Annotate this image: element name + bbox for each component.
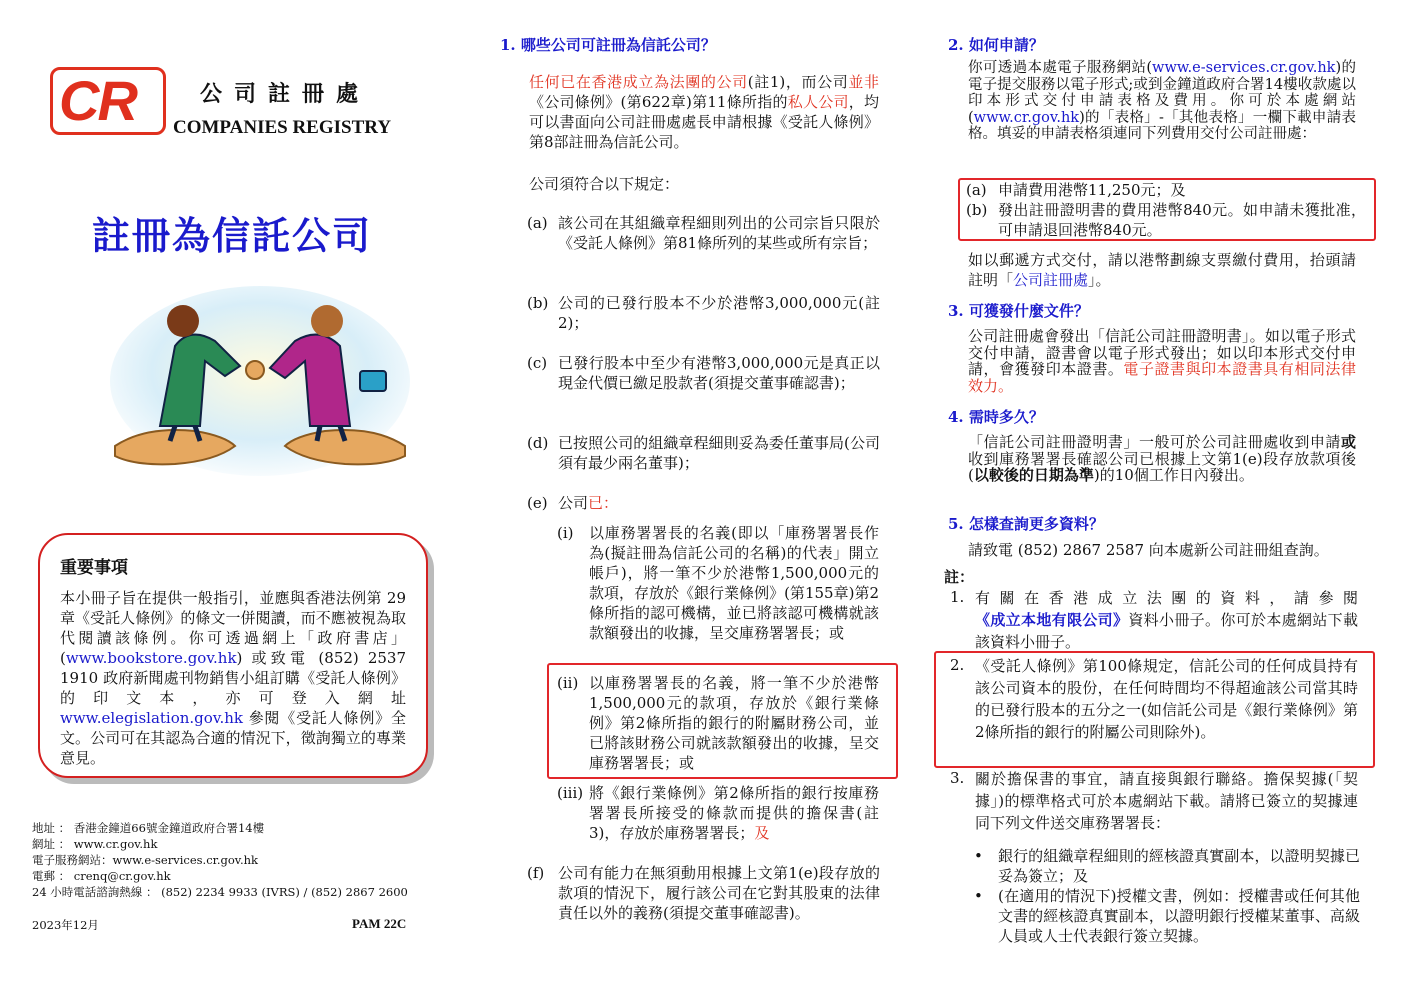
rule-e xyxy=(527,493,880,513)
q3-paragraph xyxy=(968,328,1356,394)
q3-text: 公司註冊處會發出「信託公司註冊證明書」。如以電子形式交付申請，證書會以電子形式發出；如以印本形式交付申請，會獲發印本證書。 xyxy=(968,327,1356,378)
q2-title: 2. 如何申請？ xyxy=(948,36,1044,54)
rule-label: (f) xyxy=(527,864,545,882)
q4-text: )的10個工作日內發出。 xyxy=(1093,466,1254,484)
rule-e-text: 公司 xyxy=(558,494,589,512)
q2-paragraph xyxy=(968,60,1356,143)
rules-intro: 公司須符合以下規定： xyxy=(529,175,680,193)
rule-label: (a) xyxy=(527,214,548,232)
rule-text: 公司有能力在無須動用根據上文第1(e)段存放的款項的情況下，履行該公司在它對其股東的法律責任以外的義務(須提交董事確認書)。 xyxy=(558,864,880,922)
rule-text: 該公司在其組織章程細則列出的公司宗旨只限於《受託人條例》第81條所列的某些或所有宗旨； xyxy=(558,214,880,252)
note-label: 1. xyxy=(950,588,965,606)
rule-text: 已按照公司的組織章程細則妥為委任董事局(公司須有最少兩名董事)； xyxy=(558,434,880,472)
rule-a xyxy=(527,213,880,253)
note-text: 關於擔保書的事宜，請直接與銀行聯絡。擔保契據(「契據」)的標準格式可於本處網站下載。請將已簽立的契據連同下列文件送交庫務署署長： xyxy=(975,770,1358,832)
fee-label: (b) xyxy=(966,201,988,219)
q4-paragraph xyxy=(968,434,1356,484)
rule-e-i xyxy=(557,523,879,643)
note-text: 《受託人條例》第100條規定，信託公司的任何成員持有該公司資本的股份，在任何時間均不得超逾該公司當其時的已發行股本的五分之一(如信託公司是《銀行業條例》第2條所指的銀行的附屬公司則除外)。 xyxy=(975,657,1358,741)
pamphlet-code: PAM 22C xyxy=(352,916,407,931)
sub-text xyxy=(589,783,879,843)
intro-red: 並非 xyxy=(848,73,879,91)
intro-text: ，均可以書面向公司註冊處處長申請根據《受託人條例》第8部註冊為信託公司。 xyxy=(529,93,879,151)
sub-text: 以庫務署署長的名義(即以「庫務署署長作為(擬註冊為信託公司的名稱)的代表」開立帳戶)，將一筆不少於港幣1,500,000元的款項，存放於《銀行業條例》(第155章)第2條所指的認可機構，並已將該認可機構就該款額發出的收據，呈交庫務署署長；或 xyxy=(589,524,879,642)
note-3 xyxy=(950,768,1358,834)
q2-payment-note xyxy=(968,250,1356,290)
bullet-item xyxy=(974,886,1360,946)
q1-intro xyxy=(529,72,879,152)
notice-text: ) 或致電 (852) 2537 1910 政府新聞處刊物銷售小組訂購《受託人條例》的印文本，亦可登入網址 xyxy=(60,649,406,707)
sub-label: (iii) xyxy=(557,784,584,802)
q4-bold: 或 xyxy=(1340,433,1356,451)
rule-d xyxy=(527,433,880,473)
rule-b xyxy=(527,293,880,333)
fee-b xyxy=(966,200,1366,240)
intro-text: (註1)，而公司 xyxy=(747,73,849,91)
note-1 xyxy=(950,587,1358,653)
q2-text: 你可透過本處電子服務網站( xyxy=(968,60,1153,76)
bullet-text: 銀行的組織章程細則的經核證真實副本，以證明契據已妥為簽立；及 xyxy=(998,847,1360,885)
q4-text: 收到庫務署署長確認公司已根據上文第1(e)段存放款項後( xyxy=(968,449,1356,484)
fee-text: 申請費用港幣11,250元；及 xyxy=(998,181,1186,199)
notice-title: 重要事項 xyxy=(60,558,128,578)
notes-title: 註： xyxy=(944,568,975,586)
eservices-link[interactable]: www.e-services.cr.gov.hk xyxy=(1152,60,1336,76)
payment-text: 如以郵遞方式交付，請以港幣劃線支票繳付費用，抬頭請註明「 xyxy=(968,251,1356,289)
q5-title: 5. 怎樣查詢更多資料？ xyxy=(948,515,1104,533)
cr-logo xyxy=(50,67,166,135)
fee-label: (a) xyxy=(966,181,987,199)
rule-f xyxy=(527,863,880,923)
local-company-booklet-link[interactable]: 《成立本地有限公司》 xyxy=(975,611,1129,629)
q2-text: )的「表格」-「其他表格」一欄下載申請表格。填妥的申請表格須連同下列費用交付公司註冊處： xyxy=(968,109,1356,142)
website-line: 網址 ： www.cr.gov.hk xyxy=(32,837,158,851)
q4-bold: 以較後的日期為準 xyxy=(973,466,1094,484)
q3-title: 3. 可獲發什麼文件？ xyxy=(948,302,1089,320)
note-1-text: 資料小冊子。你可於本處網站下載該資料小冊子。 xyxy=(975,611,1358,651)
publish-date: 2023年12月 xyxy=(32,918,99,932)
eservices-line: 電子服務網站：www.e-services.cr.gov.hk xyxy=(32,853,258,867)
q2-text: )的電子提交服務以電子形式;或到金鐘道政府合署14樓收款處以印本形式交付申請表格及費用。你可於本處網站( xyxy=(968,60,1356,126)
elegislation-link[interactable]: www.elegislation.gov.hk xyxy=(60,709,244,727)
note-text xyxy=(975,587,1358,653)
intro-red: 私人公司 xyxy=(787,93,849,111)
bullet-dot: • xyxy=(974,847,983,865)
q1-title: 1. 哪些公司可註冊為信託公司？ xyxy=(500,36,716,54)
rule-text: 公司的已發行股本不少於港幣3,000,000元(註2)； xyxy=(558,294,880,332)
agency-name-zh: 公司註冊處 xyxy=(200,81,371,107)
q5-paragraph: 請致電 (852) 2867 2587 向本處新公司註冊組查詢。 xyxy=(968,541,1329,559)
notice-text: 參閱《受託人條例》全文。公司可在其認為合適的情況下，徵詢獨立的專業意見。 xyxy=(60,709,406,767)
note-1-text: 有關在香港成立法團的資料，請參閱 xyxy=(975,589,1358,607)
address-line: 地址 ： 香港金鐘道66號金鐘道政府合署14樓 xyxy=(32,821,265,835)
rule-text xyxy=(558,493,880,513)
bookstore-link[interactable]: www.bookstore.gov.hk xyxy=(65,649,237,667)
q3-red-text: 電子證書與印本證書具有相同法律效力。 xyxy=(968,360,1356,395)
hotline-line: 24 小時電話諮詢熱線 ： (852) 2234 9933 (IVRS) / (852) 2867 2600 xyxy=(32,885,408,899)
rule-e-red: 已： xyxy=(588,494,619,512)
rule-e-ii xyxy=(557,673,879,773)
fee-text: 發出註冊證明書的費用港幣840元。如申請未獲批准，可申請退回港幣840元。 xyxy=(998,201,1366,239)
rule-text: 已發行股本中至少有港幣3,000,000元是真正以現金代價已繳足股款者(須提交董事確認書)； xyxy=(558,354,880,392)
note-label: 2. xyxy=(950,656,965,674)
rule-c xyxy=(527,353,880,393)
rule-label: (d) xyxy=(527,434,549,452)
notice-body xyxy=(60,588,406,768)
q4-text: 「信託公司註冊證明書」一般可於公司註冊處收到申請 xyxy=(968,433,1341,451)
rule-label: (b) xyxy=(527,294,549,312)
agency-name-en: COMPANIES REGISTRY xyxy=(173,117,392,138)
rule-label: (c) xyxy=(527,354,548,372)
payment-text: 」。 xyxy=(1088,271,1111,289)
q4-title: 4. 需時多久？ xyxy=(948,408,1044,426)
note-2 xyxy=(950,655,1358,743)
sub-label: (i) xyxy=(557,524,574,542)
note-label: 3. xyxy=(950,769,965,787)
sub-label: (ii) xyxy=(557,674,579,692)
contact-info xyxy=(32,820,408,900)
sub-text: 以庫務署署長的名義，將一筆不少於港幣1,500,000元的款項，存放於《銀行業條例》第2條所指的銀行的附屬財務公司，並已將該財務公司就該款額發出的收據，呈交庫務署署長；或 xyxy=(589,674,879,772)
document-title: 註冊為信託公司 xyxy=(92,213,373,258)
rule-iii-red: 及 xyxy=(754,824,770,842)
rule-e-iii xyxy=(557,783,879,843)
intro-red: 任何已在香港成立為法團的公司 xyxy=(529,73,748,91)
bullet-item xyxy=(974,846,1360,886)
intro-text: 《公司條例》(第622章)第11條所指的 xyxy=(529,93,788,111)
fee-a xyxy=(966,180,1366,200)
rule-label: (e) xyxy=(527,494,548,512)
handshake-illustration xyxy=(105,286,415,486)
rule-iii-text: 將《銀行業條例》第2條所指的銀行按庫務署署長所接受的條款而提供的擔保書(註3)，存放於庫務署署長； xyxy=(589,784,879,842)
bullet-dot: • xyxy=(974,887,983,905)
logo-text: CR xyxy=(59,69,136,132)
notice-text: 本小冊子旨在提供一般指引，並應與香港法例第 29 章《受託人條例》的條文一併閱讀，而不應被視為取代閱讀該條例。你可透過網上「政府書店」( xyxy=(60,589,406,667)
important-notice-box xyxy=(38,533,428,778)
bullet-text: (在適用的情況下)授權文書，例如：授權書或任何其他文書的經核證真實副本，以證明銀行授權某董事、高級人員或人士代表銀行簽立契據。 xyxy=(998,887,1360,945)
payee-name: 公司註冊處 xyxy=(1013,271,1089,289)
cr-website-link[interactable]: www.cr.gov.hk xyxy=(973,109,1080,126)
email-line: 電郵 ： crenq@cr.gov.hk xyxy=(32,869,171,883)
